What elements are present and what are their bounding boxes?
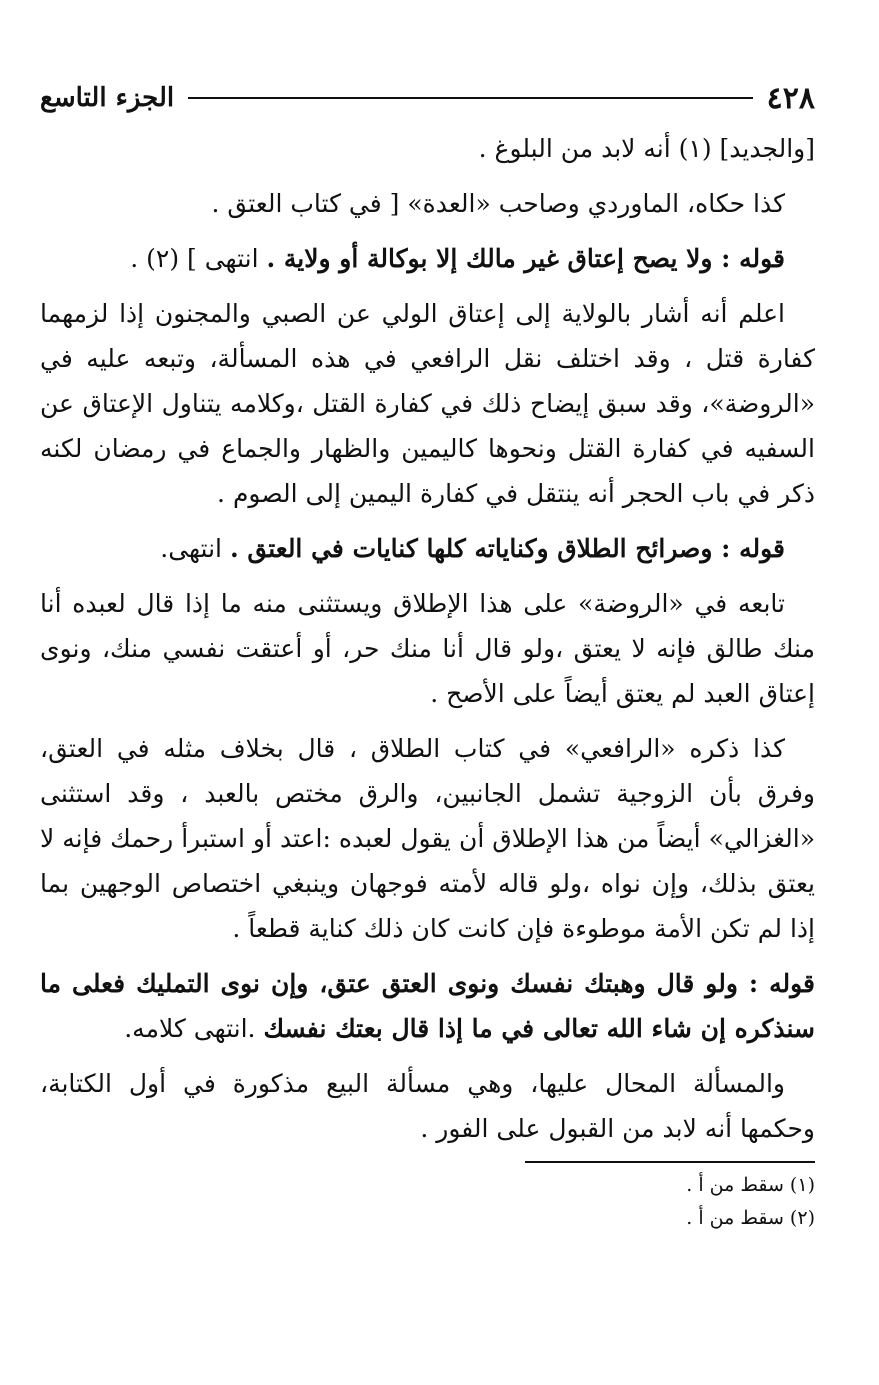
- quote-tail-3: .انتهى كلامه.: [124, 1014, 264, 1043]
- paragraph-6: والمسألة المحال عليها، وهي مسألة البيع مذكورة في أول الكتابة، وحكمها أنه لابد من القبول على الفور .: [40, 1069, 815, 1143]
- footnotes: [40, 1169, 815, 1235]
- body-text: [40, 126, 815, 1151]
- paragraph-3: اعلم أنه أشار بالولاية إلى إعتاق الولي عن الصبي والمجنون إذا لزمهما كفارة قتل ، وقد اختلف نقل الرافعي في هذه المسألة، وتبعه عليه في «الروضة»، وقد سبق إيضاح ذلك في كفارة القتل ،وكلامه يتناول الإعتاق عن السفيه في كفارة القتل ونحوها كاليمين والظهار والجماع في رمضان لكنه ذكر في باب الحجر أنه ينتقل في كفارة اليمين إلى الصوم .: [40, 299, 815, 508]
- page-header: [40, 74, 815, 122]
- paragraph-5: كذا ذكره «الرافعي» في كتاب الطلاق ، قال بخلاف مثله في العتق، وفرق بأن الزوجية تشمل الجانبين، والرق مختص بالعبد ، وقد استثنى «الغزالي» أيضاً من هذا الإطلاق أن يقول لعبده :اعتد أو استبرأ رحمك فإنه لا يعتق بذلك، وإن نواه ،ولو قاله لأمته فوجهان وينبغي اختصاص الوجهين بما إذا لم تكن الأمة موطوءة فإن كانت كان ذلك كناية قطعاً .: [40, 734, 815, 943]
- book-page: [40, 74, 815, 1235]
- paragraph-1: [والجديد] (١) أنه لابد من البلوغ .: [478, 134, 815, 163]
- quote-heading-3: [40, 961, 815, 1051]
- paragraph-4: تابعه في «الروضة» على هذا الإطلاق ويستثنى منه ما إذا قال لعبده أنا منك طالق فإنه لا يعتق ،ولو قال أنا منك حر، أو أعتقت نفسي منك، ونوى إعتاق العبد لم يعتق أيضاً على الأصح .: [40, 589, 815, 708]
- quote-tail-2: انتهى.: [160, 534, 230, 563]
- header-rule: [188, 97, 753, 99]
- quote-lead-3: قوله : ولو قال وهبتك نفسك ونوى العتق عتق، وإن نوى التمليك فعلى ما سنذكره إن شاء الله تعالى في ما إذا قال بعتك نفسك: [40, 969, 815, 1043]
- page-number: ٤٢٨: [766, 80, 815, 116]
- footnote-1: (١) سقط من أ .: [686, 1174, 815, 1196]
- footnote-2: (٢) سقط من أ .: [686, 1207, 815, 1229]
- paragraph-2: كذا حكاه، الماوردي وصاحب «العدة» [ في كتاب العتق .: [211, 189, 785, 218]
- quote-heading-1: [40, 236, 815, 281]
- quote-lead-2: قوله : وصرائح الطلاق وكناياته كلها كنايات في العتق .: [229, 534, 785, 563]
- running-title: الجزء التاسع: [40, 83, 175, 113]
- quote-heading-2: [40, 526, 815, 571]
- quote-tail-1: انتهى ] (٢) .: [130, 244, 267, 273]
- quote-lead-1: قوله : ولا يصح إعتاق غير مالك إلا بوكالة أو ولاية .: [266, 244, 785, 273]
- footnote-rule: [525, 1161, 815, 1163]
